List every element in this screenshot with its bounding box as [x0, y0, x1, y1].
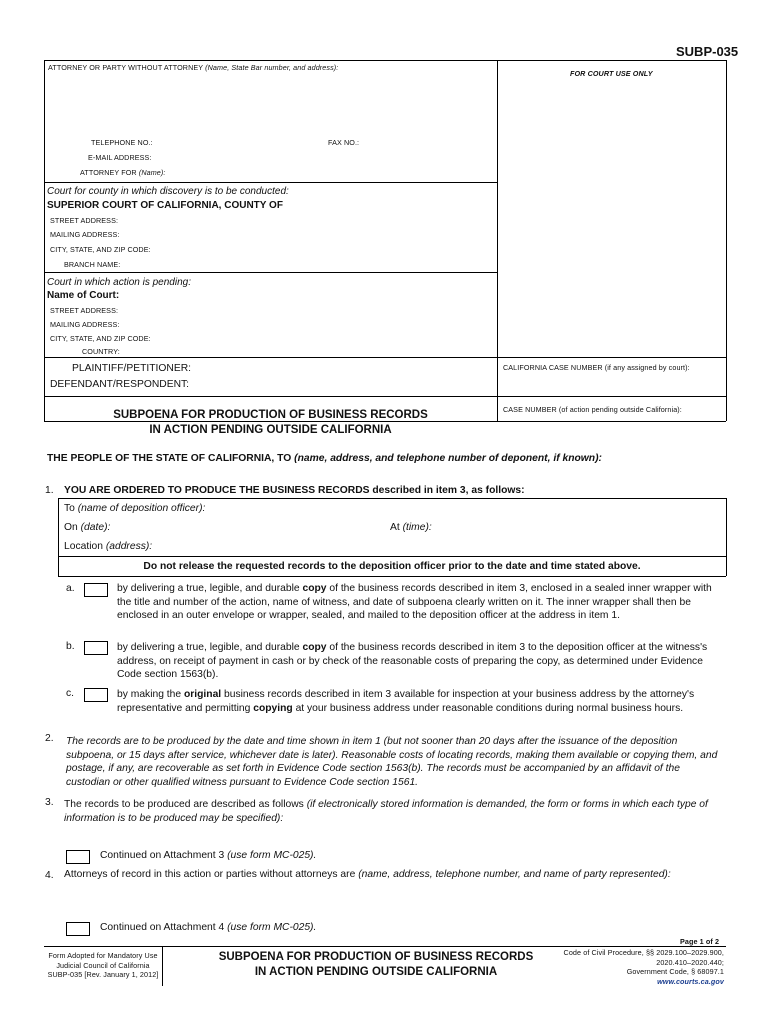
discovery-city: CITY, STATE, AND ZIP CODE: — [50, 245, 151, 254]
option-a-label: a. — [66, 583, 75, 594]
option-a-checkbox[interactable] — [84, 583, 108, 597]
option-a-text: by delivering a true, legible, and durable copy of the business records described in item 3, enclosed in a sealed inner wrapper with the title and number of the action, name of witness, and date of subpoena clearly written on it. The inner wrapper shall then be enclosed in an outer envelope or wrapper, sealed, and mailed to the deposition officer at the address in item 1. — [117, 583, 712, 622]
pending-court-label: Court in which action is pending: — [47, 277, 191, 288]
option-c-text: by making the original business records described in item 3 available for inspection at your business address by the attorney's representative and permitting copying at your business address under reasonable conditions during normal business hours. — [117, 689, 695, 714]
people-line: THE PEOPLE OF THE STATE OF CALIFORNIA, TO (name, address, and telephone number of deponent, if known): — [47, 453, 602, 464]
fax-label: FAX NO.: — [328, 138, 360, 147]
header-right-rule — [726, 60, 727, 421]
court-use-divider — [497, 60, 498, 421]
time-label: At (time): — [390, 522, 432, 533]
date-label: On (date): — [64, 522, 111, 533]
pending-court-name: Name of Court: — [47, 290, 120, 301]
attachment-4-label: Continued on Attachment 4 (use form MC-025). — [100, 922, 317, 933]
item1-text: YOU ARE ORDERED TO PRODUCE THE BUSINESS RECORDS described in item 3, as follows: — [64, 485, 525, 496]
deposition-officer-label: To (name of deposition officer): — [64, 503, 206, 514]
attachment-4-checkbox[interactable] — [66, 922, 90, 936]
discovery-branch: BRANCH NAME: — [64, 260, 121, 269]
item4-number: 4. — [45, 870, 54, 881]
discovery-street: STREET ADDRESS: — [50, 216, 119, 225]
ca-case-number-label: CALIFORNIA CASE NUMBER (if any assigned by court): — [503, 363, 690, 372]
item1-box-right — [726, 498, 727, 576]
location-label: Location (address): — [64, 541, 153, 552]
footer-divider — [162, 946, 163, 986]
email-label: E-MAIL ADDRESS: — [88, 153, 152, 162]
header-top-rule — [44, 60, 726, 61]
option-c-label: c. — [66, 688, 75, 699]
attachment-3-label: Continued on Attachment 3 (use form MC-025). — [100, 850, 317, 861]
footer-title: SUBPOENA FOR PRODUCTION OF BUSINESS RECORDS IN ACTION PENDING OUTSIDE CALIFORNIA — [218, 951, 534, 978]
item1-box-mid — [58, 556, 726, 557]
page-number: Page 1 of 2 — [680, 937, 720, 946]
release-notice: Do not release the requested records to the deposition officer prior to the date and time stated above. — [143, 561, 641, 572]
option-c-checkbox[interactable] — [84, 688, 108, 702]
item3-text: The records to be produced are described as follows (if electronically stored information is demanded, the form or forms in which each type of information is to be produced may be specified): — [64, 799, 708, 824]
pending-street: STREET ADDRESS: — [50, 306, 119, 315]
courts-website-link[interactable]: www.courts.ca.gov — [657, 976, 724, 986]
case-number-label: CASE NUMBER (of action pending outside California): — [503, 405, 682, 414]
telephone-label: TELEPHONE NO.: — [91, 138, 153, 147]
item4-text: Attorneys of record in this action or parties without attorneys are (name, address, telephone number, and name of party represented): — [64, 869, 671, 880]
option-b-label: b. — [66, 641, 75, 652]
footer-rule — [44, 946, 726, 947]
header-left-rule — [44, 60, 45, 421]
discovery-mailing: MAILING ADDRESS: — [50, 230, 120, 239]
item1-box-bottom — [58, 576, 726, 577]
discovery-court-label: Court for county in which discovery is to be conducted: — [47, 186, 289, 197]
form-adopted: Form Adopted for Mandatory Use Judicial Council of California SUBP-035 [Rev. January 1, 2012] — [47, 951, 159, 979]
rule-after-parties — [44, 396, 726, 397]
plaintiff-label: PLAINTIFF/PETITIONER: — [72, 363, 191, 374]
rule-after-pending — [44, 357, 726, 358]
rule-after-attorney — [44, 182, 497, 183]
pending-city: CITY, STATE, AND ZIP CODE: — [50, 334, 151, 343]
attorney-for-label: ATTORNEY FOR (Name): — [80, 168, 166, 177]
form-id: SUBP-035 — [676, 44, 739, 59]
form-title: SUBPOENA FOR PRODUCTION OF BUSINESS RECORDS IN ACTION PENDING OUTSIDE CALIFORNIA — [113, 409, 428, 436]
pending-mailing: MAILING ADDRESS: — [50, 320, 120, 329]
item1-box-top — [58, 498, 726, 499]
pending-country: COUNTRY: — [82, 347, 120, 356]
option-b-text: by delivering a true, legible, and durable copy of the business records described in item 3 to the deposition officer at the witness's address, on receipt of payment in cash or by check of the reasonable costs of preparing the copy, as determined under Evidence Code section 1563(b). — [117, 642, 708, 681]
rule-after-discovery — [44, 272, 497, 273]
attachment-3-checkbox[interactable] — [66, 850, 90, 864]
item1-number: 1. — [45, 485, 54, 496]
attorney-label: ATTORNEY OR PARTY WITHOUT ATTORNEY (Name, State Bar number, and address): — [48, 63, 339, 72]
court-use-label: FOR COURT USE ONLY — [570, 69, 653, 78]
code-citations: Code of Civil Procedure, §§ 2029.100–2029.900, 2020.410–2020.440; Government Code, § 68097.1 www.courts.ca.gov — [540, 948, 724, 986]
item3-number: 3. — [45, 797, 54, 808]
item2-text: The records are to be produced by the date and time shown in item 1 (but not sooner than 20 days after the issuance of the deposition subpoena, or 15 days after service, whichever date is later). Reasonable costs of locating records, making them available or copying them, and postage, if any, are recoverable as set forth in Evidence Code section 1563(b). The records must be accompanied by an affidavit of the custodian or other qualified witness pursuant to Evidence Code section 1561. — [66, 736, 718, 788]
option-b-checkbox[interactable] — [84, 641, 108, 655]
defendant-label: DEFENDANT/RESPONDENT: — [50, 379, 190, 390]
item2-number: 2. — [45, 733, 54, 744]
discovery-court-name: SUPERIOR COURT OF CALIFORNIA, COUNTY OF — [47, 200, 283, 211]
